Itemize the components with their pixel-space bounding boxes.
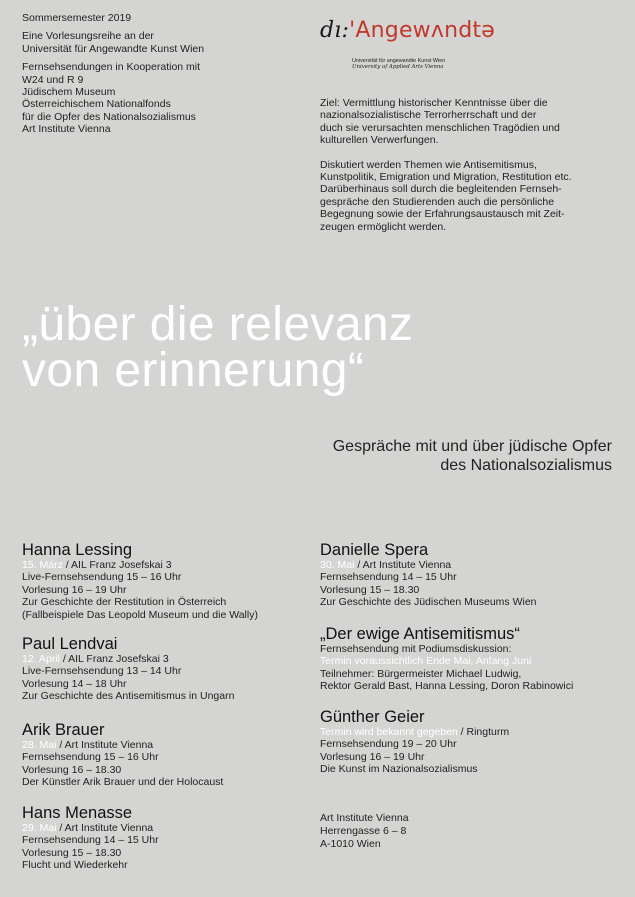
cooperation-list: Fernsehsendungen in Kooperation mit W24 und R 9 Jüdischem Museum Österreichischem Nationalfonds für die Opfer des Nationalsozialismus Art Institute Vienna — [22, 61, 201, 136]
event-line: Der Künstler Arik Brauer und der Holocaust — [22, 776, 224, 789]
address-line: Art Institute Vienna — [320, 812, 409, 824]
logo-di-text: dı: — [320, 18, 350, 43]
series-description: Eine Vorlesungsreihe an der Universität für Angewandte Kunst Wien — [22, 30, 205, 55]
event-location: / Art Institute Vienna — [354, 559, 452, 571]
event-line: Live-Fernsehsendung 13 – 14 Uhr — [22, 665, 182, 678]
event-line: Zur Geschichte des Antisemitismus in Ungarn — [22, 690, 235, 703]
aim-paragraph-1: Ziel: Vermittlung historischer Kenntnisse über die nazionalsozialistische Terrorherrschaft und der duch sie verursachten menschlichen Tragödien und kulturellen Verwerfungen. — [320, 97, 560, 147]
event-guenther-geier — [320, 708, 610, 776]
event-line: Vorlesung 16 – 18.30 — [22, 763, 122, 776]
event-date: Termin voraussichtlich Ende Mai, Anfang Juni — [320, 655, 532, 668]
event-date: 29. Mai — [22, 822, 57, 834]
university-logo — [320, 18, 620, 71]
event-location: / AIL Franz Josefskai 3 — [62, 559, 172, 571]
event-paul-lendvai — [22, 635, 312, 703]
event-line: Zur Geschichte des Jüdischen Museums Wien — [320, 596, 537, 609]
event-line: Teilnehmer: Bürgermeister Michael Ludwig, — [320, 667, 522, 680]
event-speaker-name: Hanna Lessing — [22, 541, 133, 559]
event-title: „Der ewige Antisemitismus“ — [320, 625, 520, 643]
event-ewige-antisemitismus — [320, 625, 620, 693]
header-info — [22, 12, 282, 142]
event-danielle-spera — [320, 541, 610, 609]
event-line: Rektor Gerald Bast, Hanna Lessing, Doron Rabinowici — [320, 680, 574, 693]
event-line: Vorlesung 15 – 18.30 — [320, 583, 420, 596]
event-location: / Art Institute Vienna — [56, 739, 154, 751]
logo-angewandte-text: 'Angewᴧndtə — [349, 18, 495, 43]
event-date: 12. April — [22, 653, 60, 665]
event-location: / Art Institute Vienna — [56, 822, 154, 834]
logo-subtitle — [352, 58, 445, 71]
event-date: 28. Mai — [22, 739, 57, 751]
event-speaker-name: Arik Brauer — [22, 721, 105, 739]
address-line: A-1010 Wien — [320, 838, 381, 850]
event-speaker-name: Danielle Spera — [320, 541, 429, 559]
event-line: Fernsehsendung 14 – 15 Uhr — [22, 834, 159, 847]
event-line: Zur Geschichte der Restitution in Österreich — [22, 596, 227, 609]
event-line: Fernsehsendung mit Podiumsdiskussion: — [320, 643, 512, 655]
event-line: Fernsehsendung 14 – 15 Uhr — [320, 571, 457, 584]
event-date: 30. Mai — [320, 559, 355, 571]
event-line: Vorlesung 16 – 19 Uhr — [22, 583, 127, 596]
event-line: Vorlesung 14 – 18 Uhr — [22, 677, 127, 690]
event-hanna-lessing — [22, 541, 312, 621]
event-date: 15. März — [22, 559, 63, 571]
main-title: „über die relevanz von erinnerung“ — [22, 298, 414, 397]
logo-subtitle-en: University of Applied Arts Vienna — [352, 64, 444, 71]
event-line: (Fallbeispiele Das Leopold Museum und die Wally) — [22, 608, 258, 621]
event-line: Flucht und Wiederkehr — [22, 859, 128, 872]
event-line: Fernsehsendung 15 – 16 Uhr — [22, 751, 159, 764]
event-line: Fernsehsendung 19 – 20 Uhr — [320, 738, 457, 751]
event-speaker-name: Günther Geier — [320, 708, 425, 726]
event-line: Vorlesung 15 – 18.30 — [22, 846, 122, 859]
event-line: Die Kunst im Nazionalsozialismus — [320, 763, 478, 776]
event-location: / Ringturm — [457, 726, 510, 738]
event-speaker-name: Hans Menasse — [22, 804, 133, 822]
event-speaker-name: Paul Lendvai — [22, 635, 118, 653]
logo-subtitle-de: Universität für angewandte Kunst Wien — [352, 58, 446, 64]
address-line: Herrengasse 6 – 8 — [320, 825, 407, 837]
semester-label: Sommersemester 2019 — [22, 12, 132, 24]
event-arik-brauer — [22, 721, 312, 789]
venue-address — [320, 812, 409, 851]
aim-text — [320, 97, 620, 245]
main-subtitle: Gespräche mit und über jüdische Opfer des Nationalsozialismus — [332, 438, 612, 474]
event-line: Live-Fernsehsendung 15 – 16 Uhr — [22, 571, 182, 584]
event-location: / AIL Franz Josefskai 3 — [59, 653, 169, 665]
event-date: Termin wird bekannt gegeben — [320, 726, 458, 738]
aim-paragraph-2: Diskutiert werden Themen wie Antisemitismus, Kunstpolitik, Emigration und Migration, Restitution etc. Darüberhinaus soll durch die begleitenden Fernseh- gespräche den Studierenden auch die persönliche Begegnung sowie der Erfahrungsaustausch mit Zeit- zeugen ermöglicht werden. — [320, 158, 572, 233]
event-line: Vorlesung 16 – 19 Uhr — [320, 750, 425, 763]
event-hans-menasse — [22, 804, 312, 872]
